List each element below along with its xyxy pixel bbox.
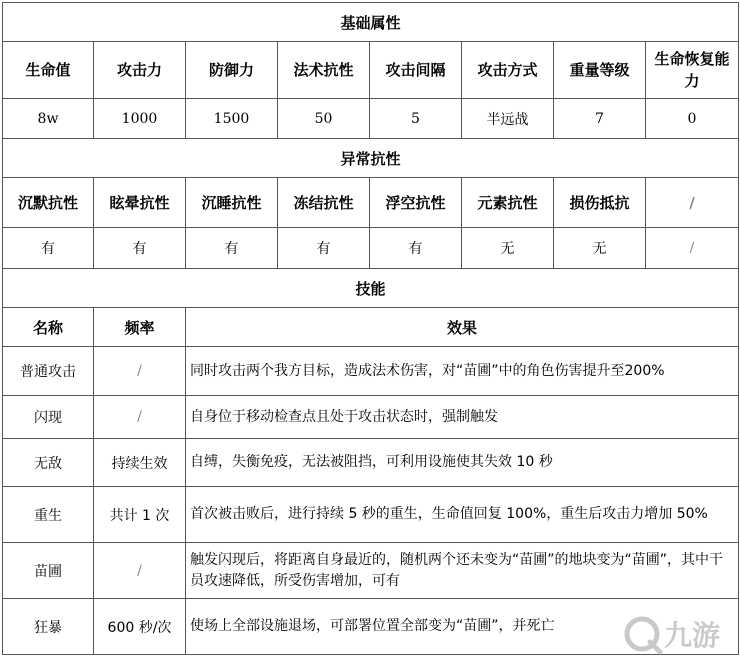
skill-freq: 持续生效 [94,439,186,487]
skill-effect: 使场上全部设施退场，可部署位置全部变为“苗圃”，并死亡 [186,599,739,655]
header-empty: / [646,178,739,228]
value-arts-resist: 50 [278,99,370,139]
skill-freq: / [94,543,186,599]
value-freeze-resist: 有 [278,228,370,269]
header-freeze-resist: 冻结抗性 [278,178,370,228]
skill-name: 苗圃 [3,543,94,599]
boss-stats-table [2,2,739,655]
header-hp-regen: 生命恢复能力 [646,42,739,99]
header-attack-type: 攻击方式 [462,42,554,99]
value-empty: / [646,228,739,269]
value-stun-resist: 有 [94,228,186,269]
table-row [3,347,739,396]
value-hp-regen: 0 [646,99,739,139]
skill-effect: 自缚，失衡免疫，无法被阻挡，可利用设施使其失效 10 秒 [186,439,739,487]
header-sleep-resist: 沉睡抗性 [186,178,278,228]
value-attack: 1000 [94,99,186,139]
value-silence-resist: 有 [3,228,94,269]
header-attack-interval: 攻击间隔 [370,42,462,99]
skill-freq: / [94,347,186,396]
header-defense: 防御力 [186,42,278,99]
value-damage-resist: 无 [554,228,646,269]
skill-name: 重生 [3,487,94,543]
header-levitate-resist: 浮空抗性 [370,178,462,228]
header-silence-resist: 沉默抗性 [3,178,94,228]
header-attack: 攻击力 [94,42,186,99]
header-element-resist: 元素抗性 [462,178,554,228]
skill-name: 普通攻击 [3,347,94,396]
skill-effect: 同时攻击两个我方目标，造成法术伤害，对“苗圃”中的角色伤害提升至200% [186,347,739,396]
skill-col-freq: 频率 [94,308,186,347]
value-weight: 7 [554,99,646,139]
skill-freq: / [94,396,186,439]
table-row [3,599,739,655]
skill-col-name: 名称 [3,308,94,347]
skill-effect: 自身位于移动检查点且处于攻击状态时，强制触发 [186,396,739,439]
table-row [3,487,739,543]
skill-name: 闪现 [3,396,94,439]
status-resist-title: 异常抗性 [3,139,739,178]
skill-name: 无敌 [3,439,94,487]
header-damage-resist: 损伤抵抗 [554,178,646,228]
table-row [3,439,739,487]
value-attack-type: 半远战 [462,99,554,139]
header-stun-resist: 眩晕抗性 [94,178,186,228]
watermark-text: 九游 [664,619,721,652]
skill-freq: 600 秒/次 [94,599,186,655]
header-hp: 生命值 [3,42,94,99]
value-defense: 1500 [186,99,278,139]
skill-name: 狂暴 [3,599,94,655]
value-attack-interval: 5 [370,99,462,139]
skill-freq: 共计 1 次 [94,487,186,543]
value-sleep-resist: 有 [186,228,278,269]
value-hp: 8w [3,99,94,139]
header-arts-resist: 法术抗性 [278,42,370,99]
value-levitate-resist: 有 [370,228,462,269]
header-weight: 重量等级 [554,42,646,99]
value-element-resist: 无 [462,228,554,269]
base-attributes-title: 基础属性 [3,3,739,42]
skill-effect: 首次被击败后，进行持续 5 秒的重生，生命值回复 100%，重生后攻击力增加 50% [186,487,739,543]
skill-effect: 触发闪现后，将距离自身最近的，随机两个还未变为“苗圃”的地块变为“苗圃”，其中干员攻速降低，所受伤害增加，可有 [186,543,739,599]
table-row [3,543,739,599]
skills-title: 技能 [3,269,739,308]
skill-col-effect: 效果 [186,308,739,347]
table-row [3,396,739,439]
